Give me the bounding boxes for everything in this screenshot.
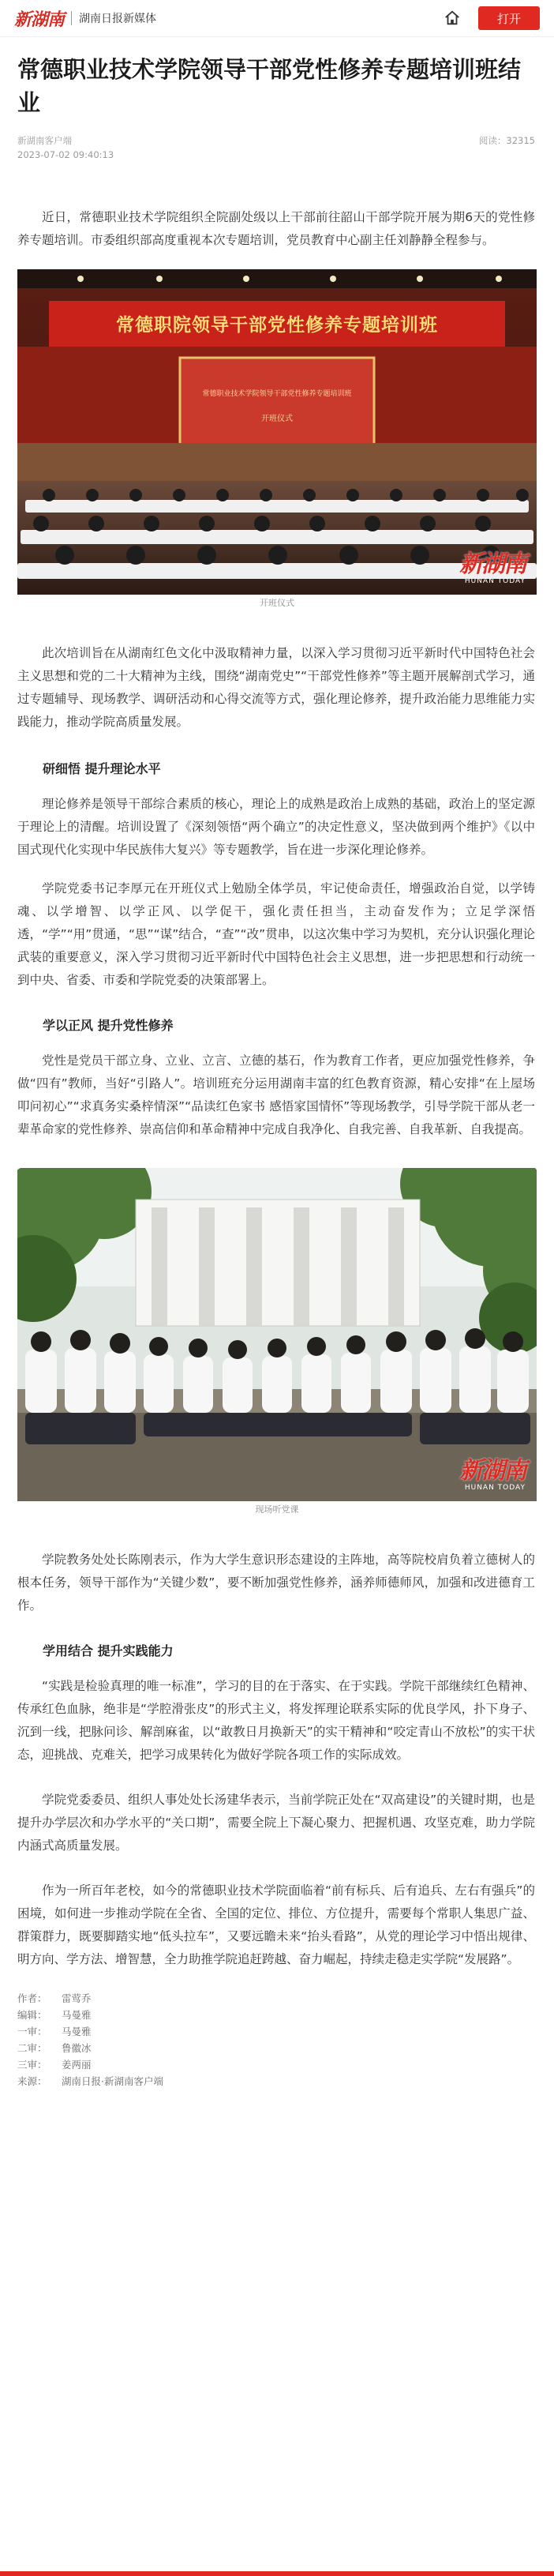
open-app-button[interactable]: 打开 [478, 6, 540, 30]
paragraph: “实践是检验真理的唯一标准”，学习的目的在于落实、在于实践。学院干部继续红色精神、传承红色血脉，绝非是“学腔滑张皮”的形式主义，将发挥理论联系实际的优良学风，扑下身子、沉到一线，把脉问诊、解剖麻雀，以“敢教日月换新天”的实干精神和“咬定青山不放松”的实干状态，迎挑战、克难关，把学习成果转化为做好学院各项工作的实际成效。 [17, 1679, 535, 1762]
credit-editor: 编辑： 马曼雅 [17, 2009, 92, 2021]
section-heading: 学用结合 提升实践能力 [43, 1643, 174, 1658]
article-credits [17, 1990, 535, 2090]
article-source: 新湖南客户端 [17, 135, 72, 146]
brand-subtitle: 湖南日报新媒体 [79, 13, 157, 25]
section-heading: 研细悟 提升理论水平 [43, 761, 161, 776]
photo-party-lecture[interactable] [17, 1168, 537, 1501]
photo-caption: 现场听党课 [255, 1504, 299, 1515]
screen-title: 常德职业技术学院领导干部党性修养专题培训班 [202, 390, 352, 398]
paragraph: 学院党委书记李厚元在开班仪式上勉励全体学员，牢记使命责任，增强政治自觉，以学铸魂、以学增智、以学正风、以学促干，强化责任担当，主动奋发作为；立足学深悟透，“学”“用”贯通，“思”“谋”结合，“查”“改”贯串，以这次集中学习为契机，充分认识强化理论武装的重要意义，深入学习贯彻习近平新时代中国特色社会主义思想，进一步把思想和行动统一到中央、省委、市委和学院党委的决策部署上。 [17, 881, 535, 987]
watermark-sub: HUNAN TODAY [464, 577, 526, 585]
paragraph: 学院党委委员、组织人事处处长汤建华表示，当前学院正处在“双高建设”的关键时期，也是提升办学层次和办学水平的“关口期”，需要全院上下凝心聚力、把握机遇、攻坚克难，助力学院内涵式高质量发展。 [17, 1793, 535, 1853]
paragraph: 学院教务处处长陈刚表示，作为大学生意识形态建设的主阵地，高等院校肩负着立德树人的根本任务，领导干部作为“关键少数”，要不断加强党性修养，涵养师德师风，加强和改进德育工作。 [17, 1553, 535, 1613]
paragraph: 近日，常德职业技术学院组织全院副处级以上干部前往韶山干部学院开展为期6天的党性修养专题培训。市委组织部高度重视本次专题培训，党员教育中心副主任刘静静全程参与。 [17, 210, 535, 247]
paragraph: 党性是党员干部立身、立业、立言、立德的基石，作为教育工作者，更应加强党性修养，争做“四有”教师，当好“引路人”。培训班充分运用湖南丰富的红色教育资源，精心安排“在上屋场叩问初心”“求真务实桑梓情深”“品读红色家书 感悟家国情怀”等现场教学，引导学院干部从老一辈革命家的党性修养、崇高信仰和革命精神中完成自我净化、自我完善、自我革新、自我提高。 [17, 1053, 535, 1136]
watermark-2 [459, 1459, 526, 1492]
home-icon[interactable] [440, 6, 464, 30]
watermark-logo: 新湖南 [459, 1457, 526, 1485]
article-title: 常德职业技术学院领导干部党性修养专题培训班结业 [17, 56, 522, 116]
app-logo[interactable]: 新湖南 [14, 9, 65, 30]
credit-source: 来源： 湖南日报·新湖南客户端 [17, 2075, 163, 2087]
watermark-sub: HUNAN TODAY [464, 1484, 526, 1492]
photo-opening-ceremony[interactable] [17, 269, 537, 595]
watermark-1 [459, 552, 526, 585]
publish-date: 2023-07-02 09:40:13 [17, 149, 114, 160]
paragraph: 理论修养是领导干部综合素质的核心，理论上的成熟是政治上成熟的基础，政治上的坚定源于理论上的清醒。培训设置了《深刻领悟“两个确立”的决定性意义，坚决做到两个维护》《以中国式现代化实现中华民族伟大复兴》等专题教学，旨在进一步深化理论修养。 [17, 797, 535, 857]
credit-review-1: 一审： 马曼雅 [17, 2026, 92, 2037]
paragraph: 此次培训旨在从湖南红色文化中汲取精神力量，以深入学习贯彻习近平新时代中国特色社会主义思想和党的二十大精神为主线，围绕“湖南党史”“干部党性修养”等主题开展解剖式学习，通过专题辅导、现场教学、调研活动和心得交流等方式，强化理论修养，提升政治能力思维能力实践能力，推动学院高质量发展。 [17, 646, 535, 729]
top-bar [0, 0, 554, 37]
article-meta [17, 133, 535, 162]
paragraph: 作为一所百年老校，如今的常德职业技术学院面临着“前有标兵、后有追兵、左右有强兵”的困境，如何进一步推动学院在全省、全国的定位、排位、方位提升，需要每个常职人集思广益、群策群力，既要脚踏实地“低头拉车”，又要远瞻未来“抬头看路”，从党的理论学习中悟出规律、明方向、学方法、增智慧，全力助推学院追赶跨越、奋力崛起，持续走稳走实学院“发展路”。 [17, 1883, 535, 1966]
view-count: 阅读：32315 [478, 135, 535, 146]
photo-caption: 开班仪式 [260, 598, 294, 608]
screen-subtitle: 开班仪式 [261, 415, 293, 423]
banner-text: 常德职院领导干部党性修养专题培训班 [116, 314, 438, 336]
credit-author: 作者： 雷莺乔 [17, 1992, 92, 2004]
footer-accent-bar [0, 2571, 554, 2576]
credit-review-3: 三审： 姜两丽 [17, 2059, 92, 2071]
section-heading: 学以正风 提升党性修养 [43, 1018, 174, 1033]
logo-divider [71, 11, 72, 25]
credit-review-2: 二审： 鲁徽冰 [17, 2042, 92, 2054]
watermark-logo: 新湖南 [459, 550, 526, 578]
